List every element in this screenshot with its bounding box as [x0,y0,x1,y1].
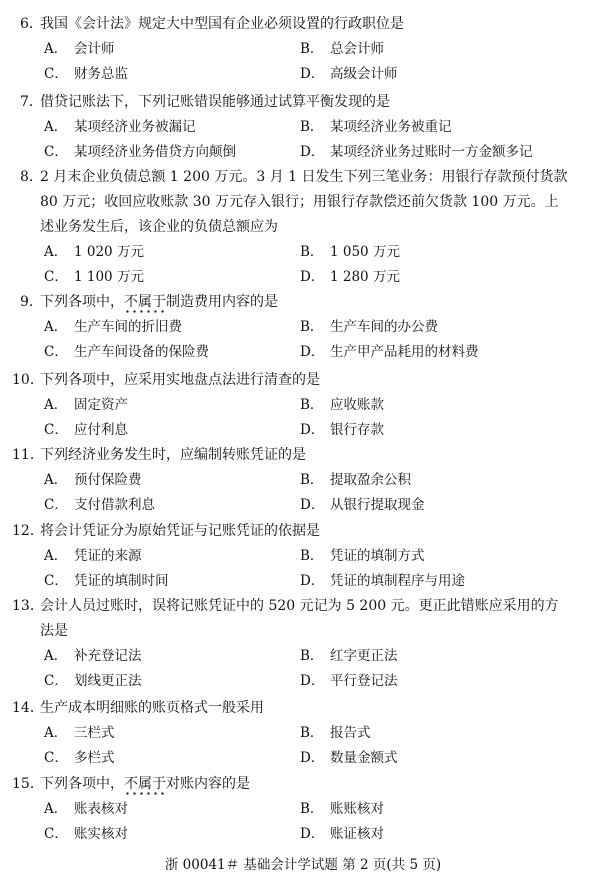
option-letter: A． [44,119,68,135]
option-letter: C． [44,573,68,589]
option-a [44,470,142,490]
option-a [44,117,196,137]
option-letter: B． [300,119,324,135]
option-text: 生产甲产品耗用的材料费 [330,344,479,360]
question-stem-line: 下列经济业务发生时，应编制转账凭证的是 [40,447,306,463]
question-number: 9． [20,294,43,310]
option-d [300,64,398,84]
option-text: 某项经济业务过账时一方金额多记 [330,144,533,160]
question-stem-line: 将会计凭证分为原始凭证与记账凭证的依据是 [40,523,320,539]
option-a [44,317,182,337]
question-stem-line: 我国《会计法》规定大中型国有企业必须设置的行政职位是 [40,16,404,32]
option-c [44,571,169,591]
page-footer: 浙 00041＃ 基础会计学试题 第 2 页(共 5 页) [164,857,442,873]
option-a [44,39,115,59]
option-letter: D． [300,573,325,589]
option-d [300,142,533,162]
option-text: 凭证的填制方式 [330,548,425,564]
option-text: 凭证的填制时间 [74,573,169,589]
option-letter: B． [300,801,324,817]
option-text: 某项经济业务被漏记 [74,119,196,135]
option-letter: A． [44,397,68,413]
question-number: 13． [12,598,44,614]
option-letter: B． [300,725,324,741]
option-letter: D． [300,344,325,360]
question-number: 7． [20,94,43,110]
question-number: 6． [20,16,43,32]
option-letter: A． [44,548,68,564]
option-letter: D． [300,269,325,285]
question-number: 11． [12,447,44,463]
option-letter: D． [300,497,325,513]
option-b [300,395,384,415]
option-text: 数量金额式 [330,750,398,766]
option-a [44,546,142,566]
option-text: 账表核对 [74,801,128,817]
option-text: 固定资产 [74,397,128,413]
option-b [300,546,425,566]
option-a [44,799,128,819]
option-letter: B． [300,648,324,664]
option-text: 生产车间的办公费 [330,319,438,335]
question-stem-line: 下列各项中，不属于对账内容的是 [40,776,250,792]
question-stem-line: 80 万元；收回应收账款 30 万元存入银行；用银行存款偿还前欠货款 100 万元。上 [40,194,559,210]
option-b [300,39,384,59]
option-letter: C． [44,144,68,160]
option-letter: A． [44,725,68,741]
option-letter: B． [300,41,324,57]
option-a [44,395,128,415]
emphasis-dots: 不属于 [124,776,166,792]
option-b [300,646,398,666]
option-text: 三栏式 [74,725,115,741]
option-text: 报告式 [330,725,371,741]
question-number: 12． [12,523,44,539]
option-text: 1 020 万元 [74,244,144,260]
option-b [300,470,411,490]
question-number: 10． [12,372,44,388]
option-letter: C． [44,344,68,360]
question-stem-line: 会计人员过账时，误将记账凭证中的 520 元记为 5 200 元。更正此错账应采用的方 [40,598,559,614]
option-d [300,748,398,768]
question-stem-line: 下列各项中，应采用实地盘点法进行清查的是 [40,372,320,388]
option-d [300,342,479,362]
option-letter: D． [300,422,325,438]
option-b [300,117,452,137]
option-text: 补充登记法 [74,648,142,664]
question-stem-line: 生产成本明细账的账页格式一般采用 [40,700,264,716]
option-letter: A． [44,41,68,57]
option-text: 平行登记法 [330,673,398,689]
option-b [300,242,400,262]
emphasis-dots: 不属于 [124,294,166,310]
question-number: 8． [20,169,43,185]
option-c [44,748,115,768]
option-c [44,267,144,287]
option-letter: C． [44,269,68,285]
option-letter: A． [44,244,68,260]
option-text: 划线更正法 [74,673,142,689]
option-text: 某项经济业务被重记 [330,119,452,135]
option-c [44,64,128,84]
option-d [300,267,400,287]
question-number: 14． [12,700,44,716]
option-letter: B． [300,319,324,335]
option-b [300,317,438,337]
option-d [300,495,425,515]
option-d [300,671,398,691]
option-letter: C． [44,422,68,438]
option-text: 会计师 [74,41,115,57]
option-text: 生产车间设备的保险费 [74,344,209,360]
option-c [44,671,142,691]
option-letter: A． [44,648,68,664]
option-text: 凭证的填制程序与用途 [330,573,465,589]
option-letter: A． [44,472,68,488]
option-c [44,495,155,515]
option-text: 红字更正法 [330,648,398,664]
option-letter: A． [44,801,68,817]
option-text: 总会计师 [330,41,384,57]
question-stem-line: 下列各项中，不属于制造费用内容的是 [40,294,278,310]
option-text: 财务总监 [74,66,128,82]
option-text: 多栏式 [74,750,115,766]
option-text: 提取盈余公积 [330,472,411,488]
question-stem-line: 借贷记账法下，下列记账错误能够通过试算平衡发现的是 [40,94,390,110]
option-c [44,342,209,362]
option-letter: D． [300,673,325,689]
option-text: 银行存款 [330,422,384,438]
option-a [44,646,142,666]
option-b [300,799,384,819]
option-a [44,242,144,262]
option-letter: B． [300,397,324,413]
option-letter: A． [44,319,68,335]
option-c [44,824,128,844]
question-stem-line: 2 月末企业负债总额 1 200 万元。3 月 1 日发生下列三笔业务：用银行存款预付货款 [40,169,568,185]
option-d [300,571,465,591]
option-letter: C． [44,497,68,513]
option-letter: B． [300,548,324,564]
option-text: 从银行提取现金 [330,497,425,513]
option-letter: B． [300,244,324,260]
option-d [300,824,384,844]
option-letter: C． [44,750,68,766]
option-text: 账实核对 [74,826,128,842]
option-letter: D． [300,826,325,842]
option-text: 1 280 万元 [330,269,400,285]
question-number: 15． [12,776,44,792]
option-text: 1 050 万元 [330,244,400,260]
option-letter: B． [300,472,324,488]
question-stem-line: 述业务发生后，该企业的负债总额应为 [40,219,278,235]
option-text: 支付借款利息 [74,497,155,513]
option-c [44,420,128,440]
option-letter: C． [44,673,68,689]
question-stem-line: 法是 [40,623,68,639]
option-letter: C． [44,826,68,842]
option-text: 凭证的来源 [74,548,142,564]
option-text: 账账核对 [330,801,384,817]
option-letter: D． [300,144,325,160]
option-text: 高级会计师 [330,66,398,82]
option-text: 生产车间的折旧费 [74,319,182,335]
option-text: 某项经济业务借贷方向颠倒 [74,144,236,160]
option-letter: C． [44,66,68,82]
option-letter: D． [300,750,325,766]
option-text: 应收账款 [330,397,384,413]
option-text: 1 100 万元 [74,269,144,285]
option-text: 应付利息 [74,422,128,438]
option-a [44,723,115,743]
option-d [300,420,384,440]
option-letter: D． [300,66,325,82]
option-c [44,142,236,162]
option-b [300,723,371,743]
option-text: 账证核对 [330,826,384,842]
option-text: 预付保险费 [74,472,142,488]
